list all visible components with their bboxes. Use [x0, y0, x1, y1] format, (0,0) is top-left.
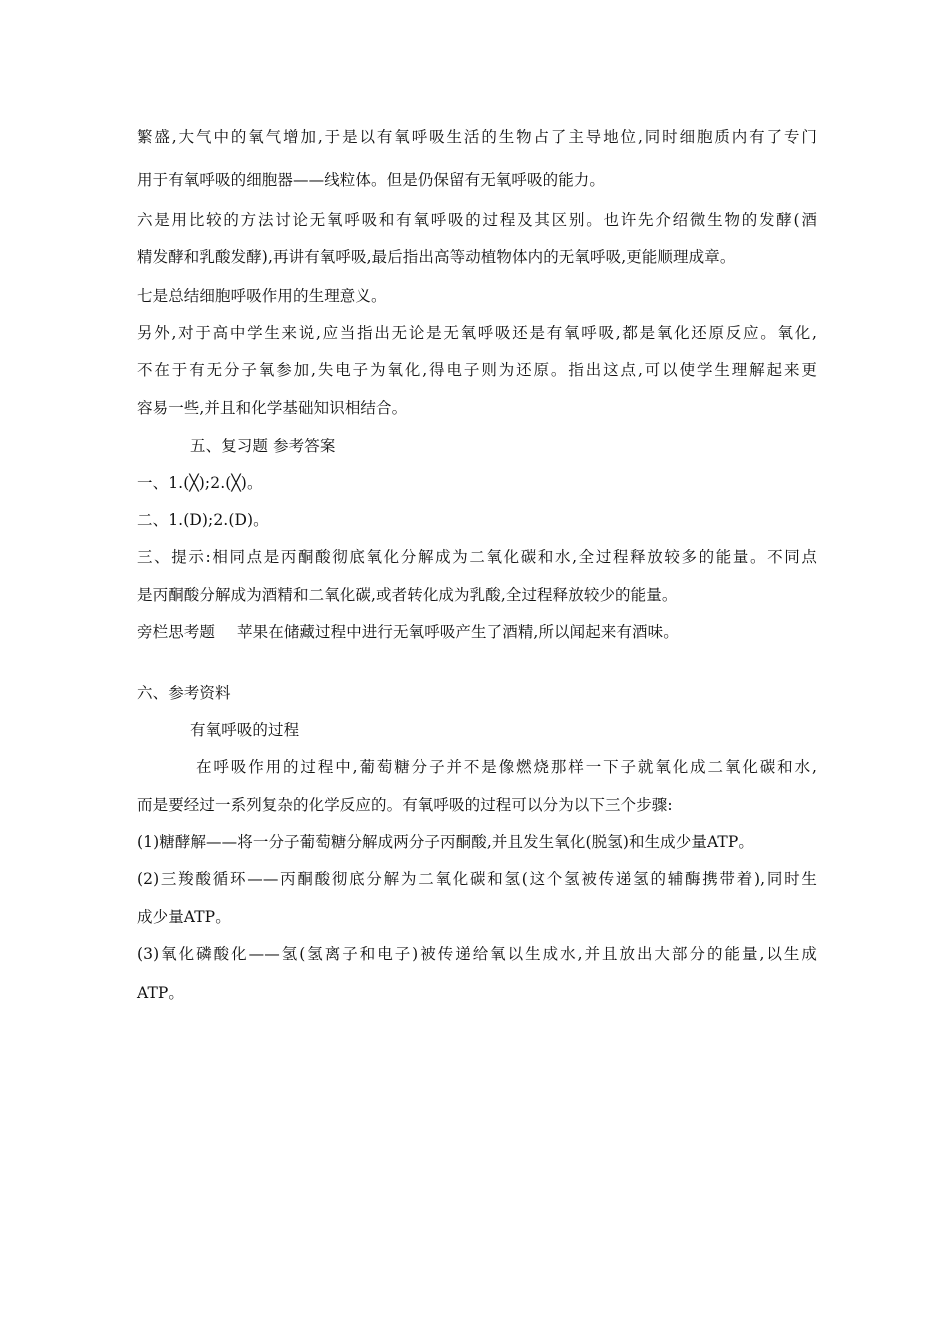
answer-line-2: 二、1.(D);2.(D)。 — [137, 511, 269, 529]
step-line-1: (1)糖酵解——将一分子葡萄糖分解成两分子丙酮酸,并且发生氧化(脱氢)和生成少量ATP。 — [137, 833, 754, 851]
paragraph-line: 不在于有无分子氧参加,失电子为氧化,得电子则为还原。指出这点,可以使学生理解起来更 — [137, 361, 817, 379]
sidebar-question-answer: 苹果在储藏过程中进行无氧呼吸产生了酒精,所以闻起来有酒味。 — [237, 623, 679, 641]
paragraph-line: 在呼吸作用的过程中,葡萄糖分子并不是像燃烧那样一下子就氧化成二氧化碳和水, — [196, 758, 817, 776]
paragraph-line: 另外,对于高中学生来说,应当指出无论是无氧呼吸还是有氧呼吸,都是氧化还原反应。氧化, — [137, 324, 817, 342]
section-heading-review: 五、复习题 参考答案 — [190, 437, 336, 455]
paragraph-line: 七是总结细胞呼吸作用的生理意义。 — [137, 287, 387, 305]
paragraph-line: 用于有氧呼吸的细胞器——线粒体。但是仍保留有无氧呼吸的能力。 — [137, 171, 606, 189]
step-line-2: (2)三羧酸循环——丙酮酸彻底分解为二氧化碳和氢(这个氢被传递氢的辅酶携带着),同时生 — [137, 870, 817, 888]
answer-line-3: 三、提示:相同点是丙酮酸彻底氧化分解成为二氧化碳和水,全过程释放较多的能量。不同点 — [137, 548, 817, 566]
paragraph-line: 六是用比较的方法讨论无氧呼吸和有氧呼吸的过程及其区别。也许先介绍微生物的发酵(酒 — [137, 211, 817, 229]
paragraph-line: 容易一些,并且和化学基础知识相结合。 — [137, 399, 408, 417]
section-heading-references: 六、参考资料 — [137, 684, 231, 702]
step-line-3: (3)氧化磷酸化——氢(氢离子和电子)被传递给氧以生成水,并且放出大部分的能量,以生成 — [137, 945, 817, 963]
paragraph-line: ATP。 — [137, 984, 185, 1002]
sidebar-question-label: 旁栏思考题 — [137, 623, 216, 641]
subheading-aerobic-respiration: 有氧呼吸的过程 — [190, 721, 300, 739]
sidebar-question-line — [137, 622, 817, 642]
paragraph-line: 成少量ATP。 — [137, 908, 231, 926]
answer-line-1: 一、1.(╳);2.(╳)。 — [137, 474, 263, 492]
paragraph-line: 精发酵和乳酸发酵),再讲有氧呼吸,最后指出高等动植物体内的无氧呼吸,更能顺理成章。 — [137, 248, 736, 266]
paragraph-line: 繁盛,大气中的氧气增加,于是以有氧呼吸生活的生物占了主导地位,同时细胞质内有了专门 — [137, 128, 817, 146]
paragraph-line: 是丙酮酸分解成为酒精和二氧化碳,或者转化成为乳酸,全过程释放较少的能量。 — [137, 586, 678, 604]
paragraph-line: 而是要经过一系列复杂的化学反应的。有氧呼吸的过程可以分为以下三个步骤: — [137, 796, 673, 814]
